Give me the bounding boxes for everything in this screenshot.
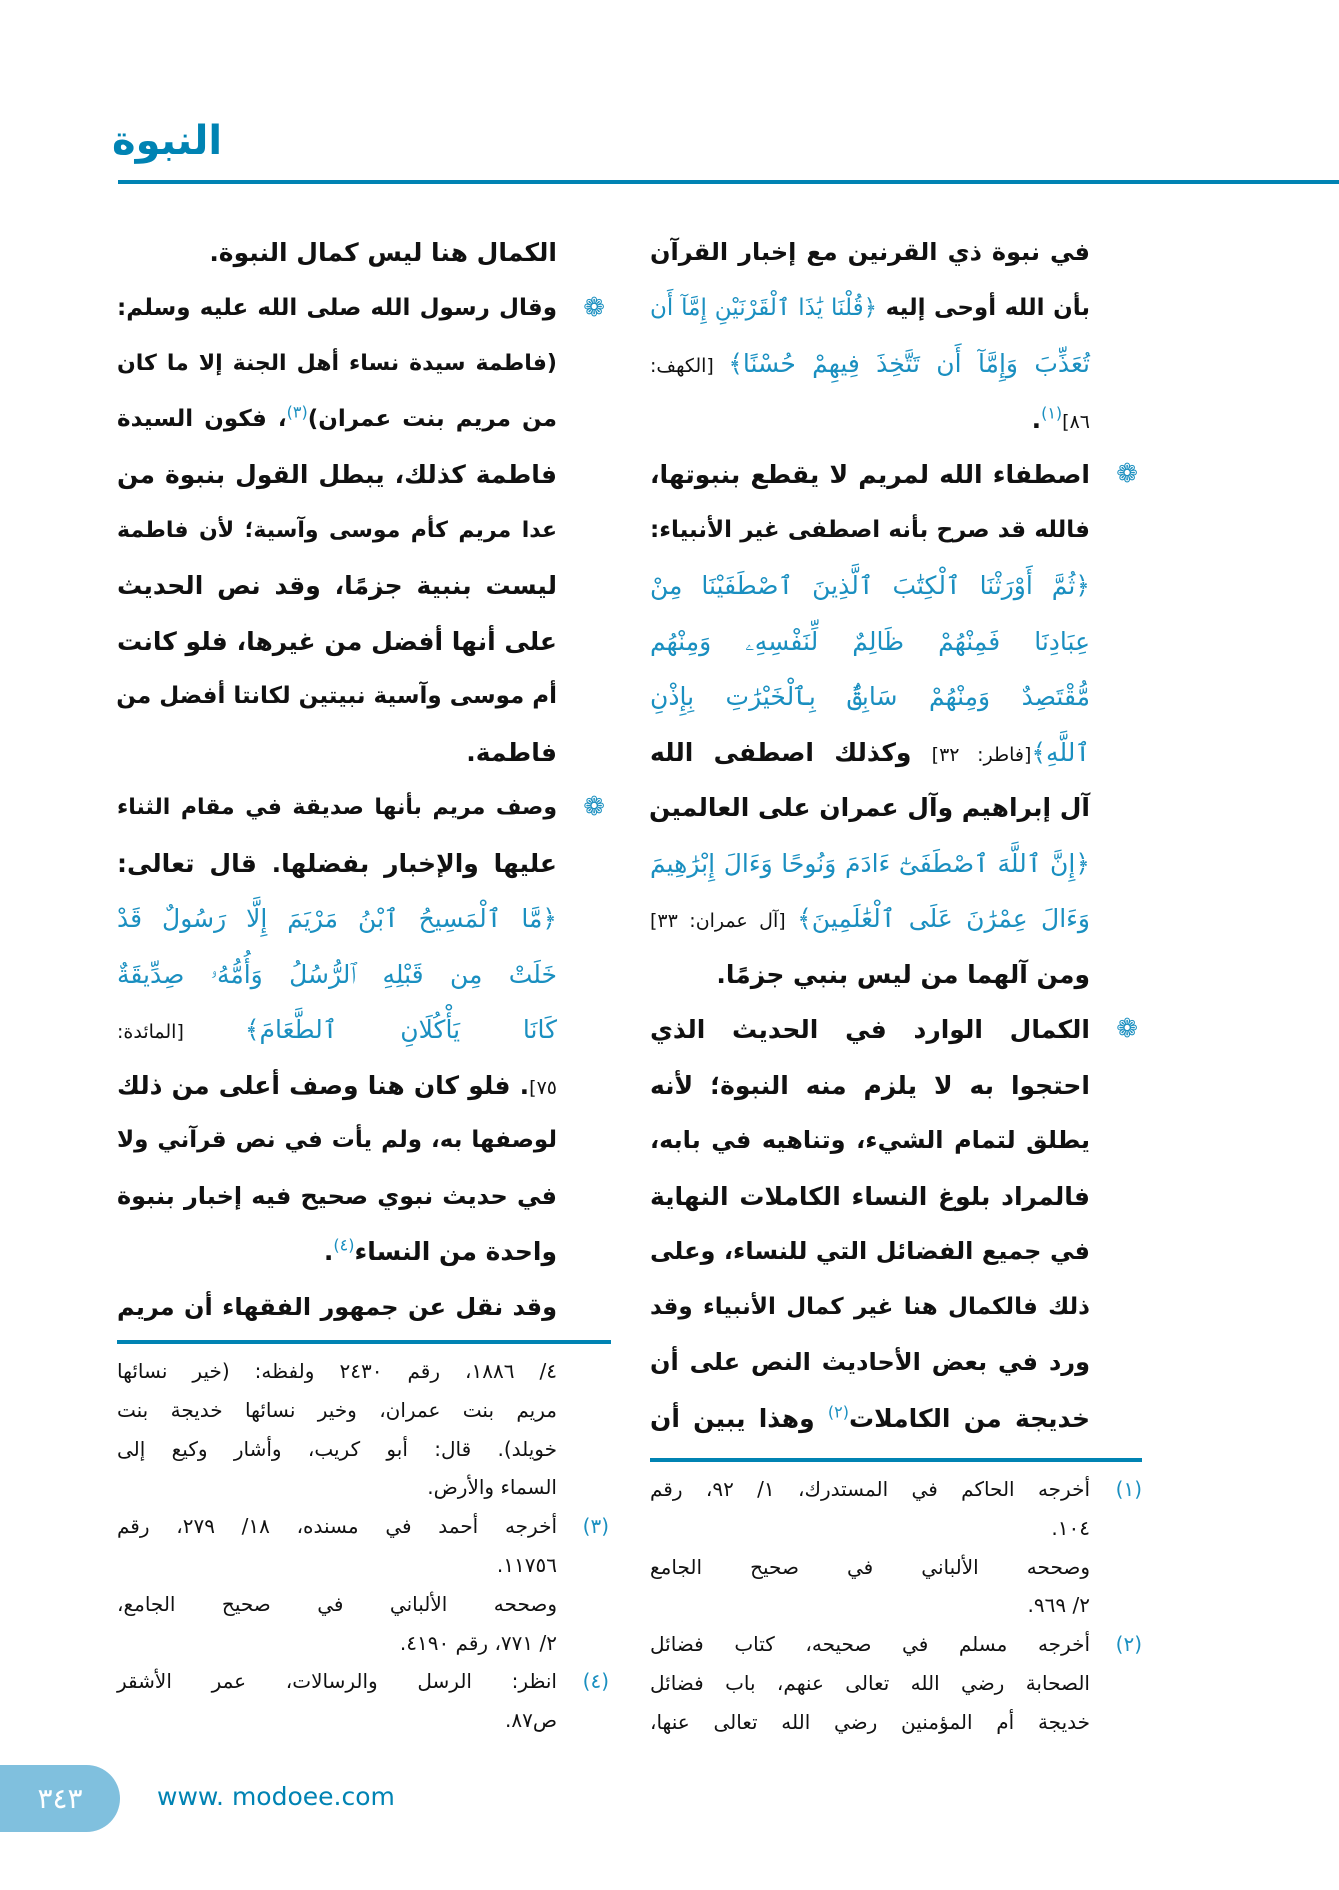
footnote-text: الصحابة رضي الله تعالى عنهم، باب فضائل [650, 1671, 1090, 1695]
text-line [117, 336, 557, 391]
text-line [650, 1113, 1090, 1168]
body-text: يطلق لتمام الشيء، وتناهيه في بابه، [650, 1126, 1090, 1154]
footnote-text: ١١٧٥٦. [496, 1553, 557, 1577]
footnote-text: ٢/ ٧٧١، رقم ٤١٩٠. [399, 1630, 557, 1655]
footnote-line [117, 1585, 557, 1623]
footnote-line [117, 1507, 609, 1545]
header-rule [118, 180, 1339, 184]
website-url[interactable]: www. modoee.com [157, 1782, 395, 1811]
footnote-line [117, 1391, 557, 1429]
body-text: خديجة من الكاملات [849, 1403, 1091, 1433]
body-text: ليست بنبية جزمًا، وقد نص الحديث [117, 571, 557, 600]
footnote-text: وصححه الألباني في صحيح الجامع [650, 1554, 1090, 1579]
text-line [117, 947, 557, 1002]
text-line [117, 225, 557, 280]
footnote-marker[interactable]: (٢) [827, 1402, 849, 1422]
text-line [650, 669, 1090, 724]
body-text: وقال رسول الله صلى الله عليه وسلم: [117, 294, 557, 321]
body-text: عليها والإخبار بفضلها. قال تعالى: [117, 848, 557, 878]
running-header-title: النبوة [112, 118, 223, 164]
text-line [650, 614, 1090, 669]
body-text: الكمال الوارد في الحديث الذي [650, 1015, 1090, 1044]
verse-reference: ٨٦] [1062, 410, 1090, 433]
footnote-number: (٤) [582, 1669, 609, 1694]
footnote-line [650, 1509, 1090, 1547]
footnote-text: انظر: الرسل والرسالات، عمر الأشقر [117, 1669, 557, 1694]
footnote-line [117, 1352, 557, 1390]
footnote-number: (١) [1115, 1477, 1142, 1501]
verse-reference: [فاطر: ٣٢] [931, 743, 1032, 766]
footnote-marker[interactable]: (٤) [333, 1235, 355, 1255]
body-text: (فاطمة سيدة نساء أهل الجنة إلا ما كان [117, 351, 557, 376]
text-line [117, 725, 557, 780]
verse-reference: ٧٥] [529, 1076, 557, 1099]
footnote-line [117, 1430, 557, 1468]
text-line [117, 447, 557, 502]
quran-verse: ﴿إِنَّ ٱللَّهَ ٱصْطَفَىٰٓ ءَادَمَ وَنُوحًا وَءَالَ إِبْرَٰهِيمَ [650, 848, 1090, 878]
body-text: وهذا يبين أن [650, 1403, 828, 1433]
footnote-number: (٣) [582, 1514, 609, 1539]
verse-reference: [المائدة: [117, 1021, 245, 1043]
right-footnote-separator [650, 1458, 1142, 1462]
body-text: أم موسى وآسية نبيتين لكانتا أفضل من [116, 683, 557, 709]
text-line [117, 392, 557, 447]
text-line [117, 780, 605, 835]
flower-bullet-icon: ❁ [583, 292, 605, 323]
body-text: فالله قد صرح بأنه اصطفى غير الأنبياء: [650, 516, 1090, 543]
body-text: في نبوة ذي القرنين مع إخبار القرآن [650, 238, 1090, 266]
body-text: . [1031, 404, 1042, 434]
flower-bullet-icon: ❁ [583, 792, 605, 822]
verse-reference: [آل عمران: ٣٣] [650, 910, 798, 932]
quran-verse: ﴿مَّا ٱلْمَسِيحُ ٱبْنُ مَرْيَمَ إِلَّا رَسُولٌ قَدْ [117, 904, 557, 933]
footnote-text: السماء والأرض. [427, 1475, 557, 1500]
flower-bullet-icon: ❁ [1116, 459, 1138, 489]
text-line [650, 1224, 1090, 1279]
body-text: آل إبراهيم وآل عمران على العالمين [649, 793, 1090, 822]
text-line [117, 1113, 557, 1168]
footnote-line [117, 1624, 557, 1662]
quran-verse: خَلَتْ مِن قَبْلِهِ ٱلرُّسُلُ وَأُمُّهُۥ صِدِّيقَةٌ [117, 959, 557, 989]
text-line [650, 725, 1090, 780]
footnote-text: أخرجه مسلم في صحيحه، كتاب فضائل [650, 1632, 1090, 1657]
body-text: على أنها أفضل من غيرها، فلو كانت [117, 626, 557, 656]
text-line [650, 1335, 1090, 1390]
left-footnote-separator [117, 1340, 611, 1344]
body-text: واحدة من النساء [354, 1237, 557, 1266]
text-line [650, 281, 1090, 336]
quran-verse: عِبَادِنَا فَمِنْهُمْ ظَالِمٌ لِّنَفْسِهِۦ وَمِنْهُم [650, 626, 1090, 656]
text-line [650, 558, 1090, 613]
footnote-text: مريم بنت عمران، وخير نسائها خديجة بنت [117, 1397, 557, 1422]
text-line [117, 1002, 557, 1057]
footnote-line [117, 1546, 557, 1584]
footnote-line [650, 1625, 1142, 1663]
footnote-text: خديجة أم المؤمنين رضي الله تعالى عنها، [650, 1709, 1090, 1734]
body-text: . فلو كان هنا وصف أعلى من ذلك [117, 1070, 530, 1100]
text-line [650, 503, 1090, 558]
body-text: ورد في بعض الأحاديث النص على أن [650, 1348, 1090, 1376]
text-line [117, 1224, 557, 1279]
text-line [117, 614, 557, 669]
footnote-line [650, 1664, 1090, 1702]
page-number-badge: ٣٤٣ [0, 1765, 120, 1832]
body-text: ذلك فالكمال هنا غير كمال الأنبياء وقد [650, 1293, 1090, 1320]
body-text: من مريم بنت عمران) [307, 405, 557, 432]
text-line [117, 1169, 557, 1224]
text-line [650, 1391, 1090, 1446]
footnote-marker[interactable]: (٣) [286, 401, 308, 421]
footnote-text: ٢/ ٩٦٩. [1027, 1593, 1090, 1618]
footnote-line [650, 1470, 1142, 1508]
body-text: فاطمة. [466, 737, 557, 767]
body-text: وكذلك اصطفى الله [650, 737, 932, 767]
quran-verse: ﴿ثُمَّ أَوْرَثْنَا ٱلْكِتَٰبَ ٱلَّذِينَ ٱصْطَفَيْنَا مِنْ [650, 571, 1090, 600]
body-text: اصطفاء الله لمريم لا يقطع بنبوتها، [650, 460, 1090, 489]
text-line [650, 1280, 1090, 1335]
body-text: عدا مريم كأم موسى وآسية؛ لأن فاطمة [117, 517, 557, 543]
footnote-line [650, 1586, 1090, 1624]
footnote-text: ٤/ ١٨٨٦، رقم ٢٤٣٠ ولفظه: (خير نسائها [117, 1359, 557, 1383]
body-text: وقد نقل عن جمهور الفقهاء أن مريم [117, 1292, 557, 1321]
text-line [117, 836, 557, 891]
footnote-line [117, 1701, 557, 1739]
body-text: فالمراد بلوغ النساء الكاملات النهاية [650, 1181, 1090, 1211]
footnote-text: وصححه الألباني في صحيح الجامع، [117, 1591, 557, 1616]
text-line [650, 225, 1090, 280]
text-line [650, 336, 1090, 391]
body-text: في حديث نبوي صحيح فيه إخبار بنبوة [117, 1181, 557, 1210]
flower-bullet-icon: ❁ [1116, 1014, 1138, 1044]
footnote-text: ١٠٤. [1051, 1515, 1090, 1540]
text-line [650, 891, 1090, 946]
footnote-line [650, 1703, 1090, 1741]
text-line [650, 447, 1138, 502]
quran-verse: تُعَذِّبَ وَإِمَّآ أَن تَتَّخِذَ فِيهِمْ حُسْنًا﴾ [728, 349, 1090, 378]
body-text: في جميع الفضائل التي للنساء، وعلى [650, 1237, 1090, 1265]
footnote-line [650, 1548, 1090, 1586]
text-line [650, 780, 1090, 835]
quran-verse: كَانَا يَأْكُلَانِ ٱلطَّعَامَ﴾ [244, 1015, 557, 1044]
text-line [117, 1058, 557, 1113]
text-line [650, 836, 1090, 891]
body-text: وصف مريم بأنها صديقة في مقام الثناء [117, 795, 557, 820]
quran-verse: وَءَالَ عِمْرَٰنَ عَلَى ٱلْعَٰلَمِينَ﴾ [797, 904, 1090, 933]
body-text: فاطمة كذلك، يبطل القول بنبوة من [117, 460, 557, 489]
quran-verse: ﴿قُلْنَا يَٰذَا ٱلْقَرْنَيْنِ إِمَّآ أَن [650, 294, 878, 321]
footnote-text: ص٨٧. [504, 1708, 557, 1733]
footnote-text: أخرجه أحمد في مسنده، ١٨/ ٢٧٩، رقم [117, 1514, 557, 1539]
text-line [650, 1169, 1090, 1224]
body-text: ومن آلهما من ليس بنبي جزمًا. [716, 959, 1090, 989]
text-line [650, 1058, 1090, 1113]
footnote-line [117, 1662, 609, 1700]
quran-verse: مُّقْتَصِدٌ وَمِنْهُمْ سَابِقٌۢ بِٱلْخَيْرَٰتِ بِإِذْنِ [650, 682, 1090, 711]
footnote-text: أخرجه الحاكم في المستدرك، ١/ ٩٢، رقم [650, 1477, 1091, 1501]
text-line [650, 947, 1090, 1002]
body-text: لوصفها به، ولم يأت في نص قرآني ولا [117, 1127, 557, 1153]
body-text: . [323, 1237, 334, 1266]
text-line [117, 503, 557, 558]
body-text: الكمال هنا ليس كمال النبوة. [209, 238, 557, 267]
verse-reference: [الكهف: [650, 355, 729, 377]
text-line [117, 669, 557, 724]
footnote-number: (٢) [1115, 1632, 1142, 1657]
body-text: ، فكون السيدة [117, 405, 287, 432]
footnote-marker[interactable]: (١) [1041, 403, 1063, 423]
text-line [117, 1280, 557, 1335]
text-line [650, 1002, 1138, 1057]
footnote-line [117, 1468, 557, 1506]
text-line [650, 392, 1090, 447]
footnote-text: خويلد). قال: أبو كريب، وأشار وكيع إلى [117, 1436, 557, 1461]
text-line [117, 558, 557, 613]
body-text: احتجوا به لا يلزم منه النبوة؛ لأنه [650, 1070, 1090, 1100]
quran-verse: ٱللَّهِ﴾ [1031, 737, 1090, 767]
body-text: بأن الله أوحى إليه [877, 294, 1090, 321]
text-line [117, 281, 605, 336]
text-line [117, 891, 557, 946]
